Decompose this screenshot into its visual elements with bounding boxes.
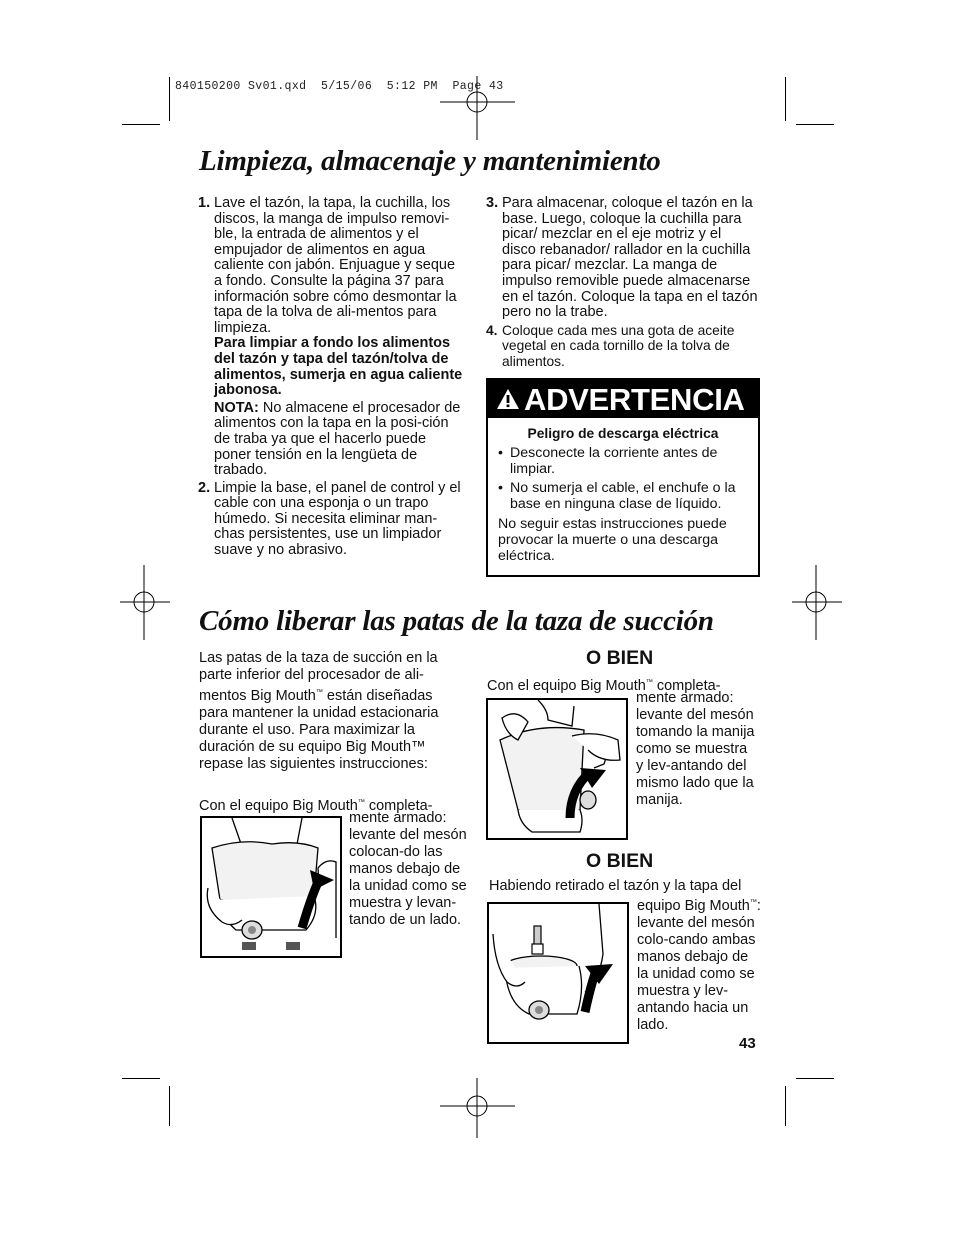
warning-bullet-text: Desconecte la corriente antes de limpiar.: [510, 444, 718, 477]
step-1: [198, 196, 466, 479]
option-3-text: [637, 894, 761, 1034]
step-4-text: Coloque cada mes una gota de aceite vegetal en cada tornillo de la tolva de alimentos.: [502, 322, 735, 369]
trademark-mark: ™: [749, 899, 757, 906]
section-title-cleaning: Limpieza, almacenaje y mantenimiento: [199, 145, 661, 177]
option-3-text-a: equipo Big Mouth: [637, 898, 750, 914]
warning-footer: No seguir estas instrucciones puede provocar la muerte o una descarga eléctrica.: [498, 515, 727, 564]
bullet-char: •: [498, 444, 503, 461]
option-1-lead-b: completa-: [364, 798, 433, 814]
food-processor-illustration: [488, 700, 626, 838]
section-title-suction-cups: Cómo liberar las patas de la taza de succión: [199, 605, 714, 637]
step-1-text: Lave el tazón, la tapa, la cuchilla, los discos, la manga de impulso removi-ble, la entrada de alimentos y el empujador de alimentos en agua caliente con jabón. Enjuague y seque a fondo. Consulte la página 37 para información sobre cómo desmontar la tapa de la tolva de ali-mentos para limpieza.: [214, 195, 457, 336]
option-1-text: mente armado: levante del mesón colocan-do las manos debajo de la unidad como se muestra y levan-tando de un lado.: [349, 810, 467, 928]
step-number: 1.: [198, 195, 211, 211]
option-3-heading: O BIEN: [586, 850, 654, 872]
step-3: [486, 196, 758, 321]
warning-bullet-text: No sumerja el cable, el enchufe o la base en ninguna clase de líquido.: [510, 480, 736, 513]
step-4: [486, 323, 758, 370]
file-slug: 840150200 Sv01.qxd 5/15/06 5:12 PM Page 43: [175, 80, 504, 93]
option-2-lead-a: Con el equipo Big Mouth: [487, 678, 646, 694]
step-1-note: [214, 401, 466, 479]
warning-box: [486, 378, 760, 577]
intro-text-b: están diseñadas para mantener la unidad estacionaria durante el uso. Para maximizar la duración de su equipo Big Mouth™ repase las siguientes instrucciones:: [199, 688, 439, 772]
option-2-lead-b: completa-: [652, 678, 721, 694]
step-number: 4.: [486, 322, 498, 338]
cleaning-right-column: [486, 196, 758, 370]
step-1-bold-text: Para limpiar a fondo los alimentos del tazón y tapa del tazón/tolva de alimentos, sumerja en agua caliente jabonosa.: [214, 335, 463, 399]
option-2-text: mente armado: levante del mesón tomando la manija como se muestra y lev-antando del mismo lado que la manija.: [636, 690, 755, 808]
food-processor-illustration: [202, 818, 340, 956]
step-2-text: Limpie la base, el panel de control y el cable con una esponja o un trapo húmedo. Si necesita eliminar man-chas persistentes, use un limpiador suave y no abrasivo.: [214, 479, 461, 559]
warning-bullet: [498, 446, 748, 478]
trademark-mark: ™: [357, 799, 365, 806]
registration-mark-bottom: [440, 1078, 515, 1138]
warning-header: [488, 380, 758, 418]
warning-triangle-icon: [496, 388, 520, 410]
bullet-char: •: [498, 480, 503, 497]
illustration-lift-base-only: [487, 902, 629, 1044]
registration-mark-left: [120, 565, 170, 640]
step-number: 2.: [198, 479, 211, 496]
illustration-lift-by-handle: [486, 698, 628, 840]
warning-bullet: [498, 481, 748, 513]
trademark-mark: ™: [315, 689, 323, 696]
option-3-lead: Habiendo retirado el tazón y la tapa del: [489, 878, 742, 894]
intro-text-a: Las patas de la taza de succión en la parte inferior del procesador de ali-mentos Big Mouth: [199, 650, 438, 704]
option-3-text-b: : levante del mesón colo-cando ambas manos debajo de la unidad como se muestra y lev-antando hacia un lado.: [637, 898, 761, 1033]
food-processor-base-illustration: [489, 904, 627, 1042]
registration-mark-right: [792, 565, 842, 640]
warning-title: ADVERTENCIA: [524, 381, 745, 417]
step-3-text: Para almacenar, coloque el tazón en la base. Luego, coloque la cuchilla para picar/ mezclar en el eje motriz y el disco rebanador/ rallador en la cuchilla para picar/ mezclar. La manga de impulso removible puede almacenarse en el tazón. Coloque la tapa en el tazón pero no la trabe.: [502, 195, 758, 321]
cleaning-left-column: [198, 196, 466, 559]
illustration-lift-by-base: [200, 816, 342, 958]
note-label: NOTA:: [214, 399, 259, 416]
option-2-heading: O BIEN: [586, 647, 654, 669]
page-number: 43: [739, 1035, 756, 1052]
suction-intro: [199, 650, 457, 773]
note-text: No almacene el procesador de alimentos con la tapa en la posi-ción de traba ya que el hacerlo puede poner tensión en la lengüeta de trabado.: [214, 399, 461, 479]
warning-subtitle: Peligro de descarga eléctrica: [527, 426, 719, 441]
step-2: [198, 481, 466, 559]
option-1-lead-a: Con el equipo Big Mouth: [199, 798, 358, 814]
trademark-mark: ™: [645, 679, 653, 686]
step-number: 3.: [486, 195, 499, 211]
